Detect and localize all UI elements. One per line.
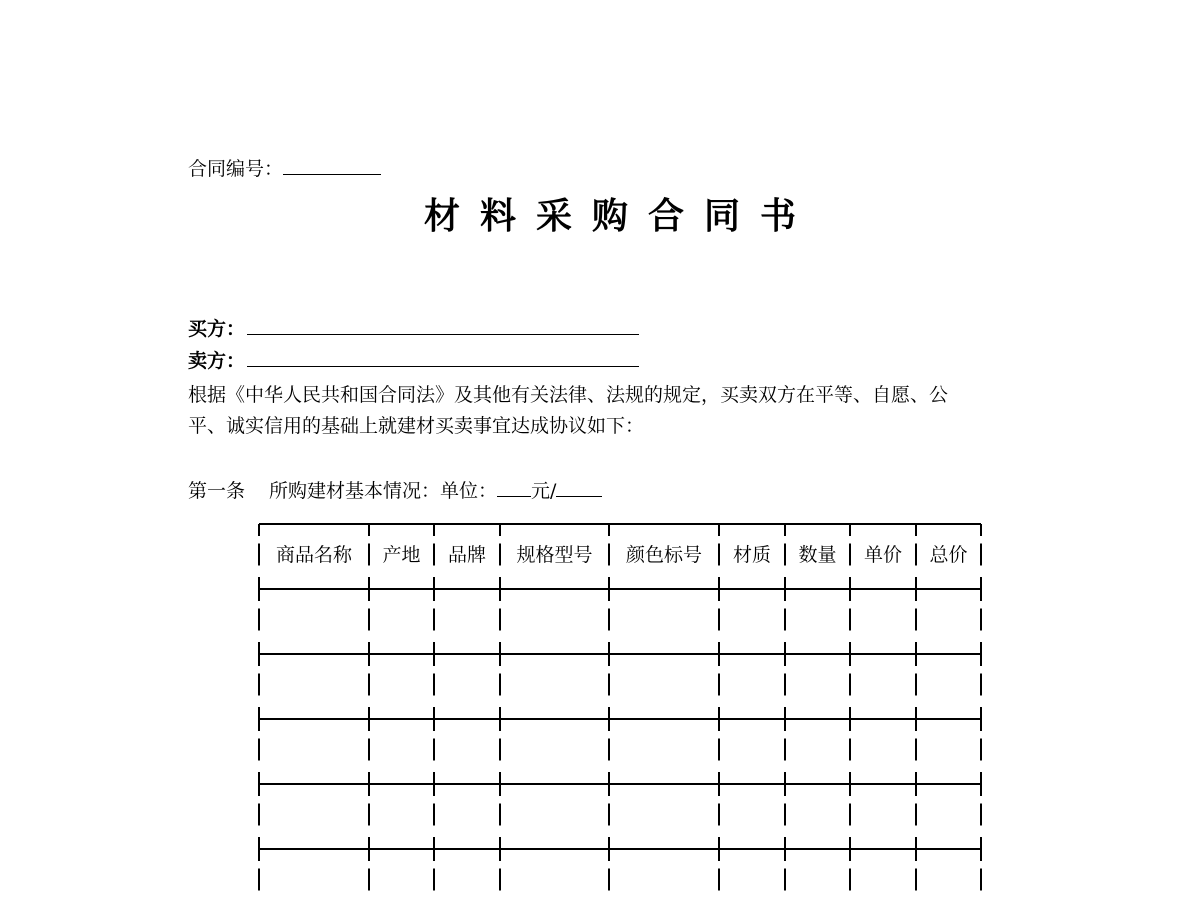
table-cell[interactable]: [787, 721, 848, 781]
table-cell[interactable]: [371, 786, 432, 846]
table-header-cell: 品牌: [447, 544, 486, 566]
table-cell[interactable]: [852, 851, 914, 900]
table-header-cell: 数量: [798, 544, 837, 566]
table-cell[interactable]: [502, 656, 607, 716]
table-cell[interactable]: [852, 591, 914, 651]
article-1-unit: 元/: [531, 480, 557, 502]
table-cell[interactable]: [721, 721, 783, 781]
table-cell[interactable]: [611, 786, 717, 846]
table-cell[interactable]: [371, 591, 432, 651]
table-header-cell: 产地: [382, 544, 421, 566]
table-cell[interactable]: [721, 786, 783, 846]
contract-title: 材料采购合同书: [423, 195, 816, 237]
table-cell[interactable]: [261, 786, 367, 846]
table-cell[interactable]: [502, 591, 607, 651]
table-cell[interactable]: [371, 851, 432, 900]
table-cell[interactable]: [261, 721, 367, 781]
table-cell[interactable]: [436, 786, 498, 846]
table-cell[interactable]: [852, 721, 914, 781]
table-cell[interactable]: [611, 591, 717, 651]
table-header-cell: 单价: [863, 544, 902, 566]
table-header-cell: 颜色标号: [625, 544, 702, 566]
table-cell[interactable]: [611, 656, 717, 716]
table-header-cell: 规格型号: [516, 544, 593, 566]
table-cell[interactable]: [436, 656, 498, 716]
table-cell[interactable]: [611, 851, 717, 900]
table-cell[interactable]: [371, 656, 432, 716]
table-cell[interactable]: [787, 656, 848, 716]
table-header-cell: 商品名称: [275, 544, 352, 566]
table-cell[interactable]: [502, 851, 607, 900]
table-cell[interactable]: [918, 656, 979, 716]
table-cell[interactable]: [502, 721, 607, 781]
preamble-line-1: 根据《中华人民共和国合同法》及其他有关法律、法规的规定，买卖双方在平等、自愿、公: [188, 384, 949, 406]
table-cell[interactable]: [721, 851, 783, 900]
table-cell[interactable]: [852, 656, 914, 716]
table-cell[interactable]: [787, 591, 848, 651]
table-cell[interactable]: [261, 656, 367, 716]
table-cell[interactable]: [852, 786, 914, 846]
table-cell[interactable]: [611, 721, 717, 781]
table-header-cell: 总价: [929, 544, 968, 566]
table-cell[interactable]: [721, 656, 783, 716]
table-cell[interactable]: [721, 591, 783, 651]
table-cell[interactable]: [502, 786, 607, 846]
table-cell[interactable]: [787, 851, 848, 900]
contract-number-label: 合同编号：: [188, 158, 284, 180]
table-cell[interactable]: [918, 591, 979, 651]
seller-label: 卖方：: [188, 350, 246, 372]
table-cell[interactable]: [918, 786, 979, 846]
table-cell[interactable]: [436, 591, 498, 651]
table-cell[interactable]: [436, 721, 498, 781]
table-cell[interactable]: [371, 721, 432, 781]
table-cell[interactable]: [436, 851, 498, 900]
table-header-cell: 材质: [732, 544, 771, 566]
buyer-label: 买方：: [188, 318, 246, 340]
table-cell[interactable]: [261, 591, 367, 651]
article-1-text: 所购建材基本情况：单位：: [269, 480, 498, 502]
article-1-label: 第一条: [188, 480, 246, 502]
table-cell[interactable]: [787, 786, 848, 846]
table-cell[interactable]: [918, 721, 979, 781]
preamble-line-2: 平、诚实信用的基础上就建材买卖事宜达成协议如下：: [188, 415, 645, 437]
table-cell[interactable]: [918, 851, 979, 900]
table-cell[interactable]: [261, 851, 367, 900]
